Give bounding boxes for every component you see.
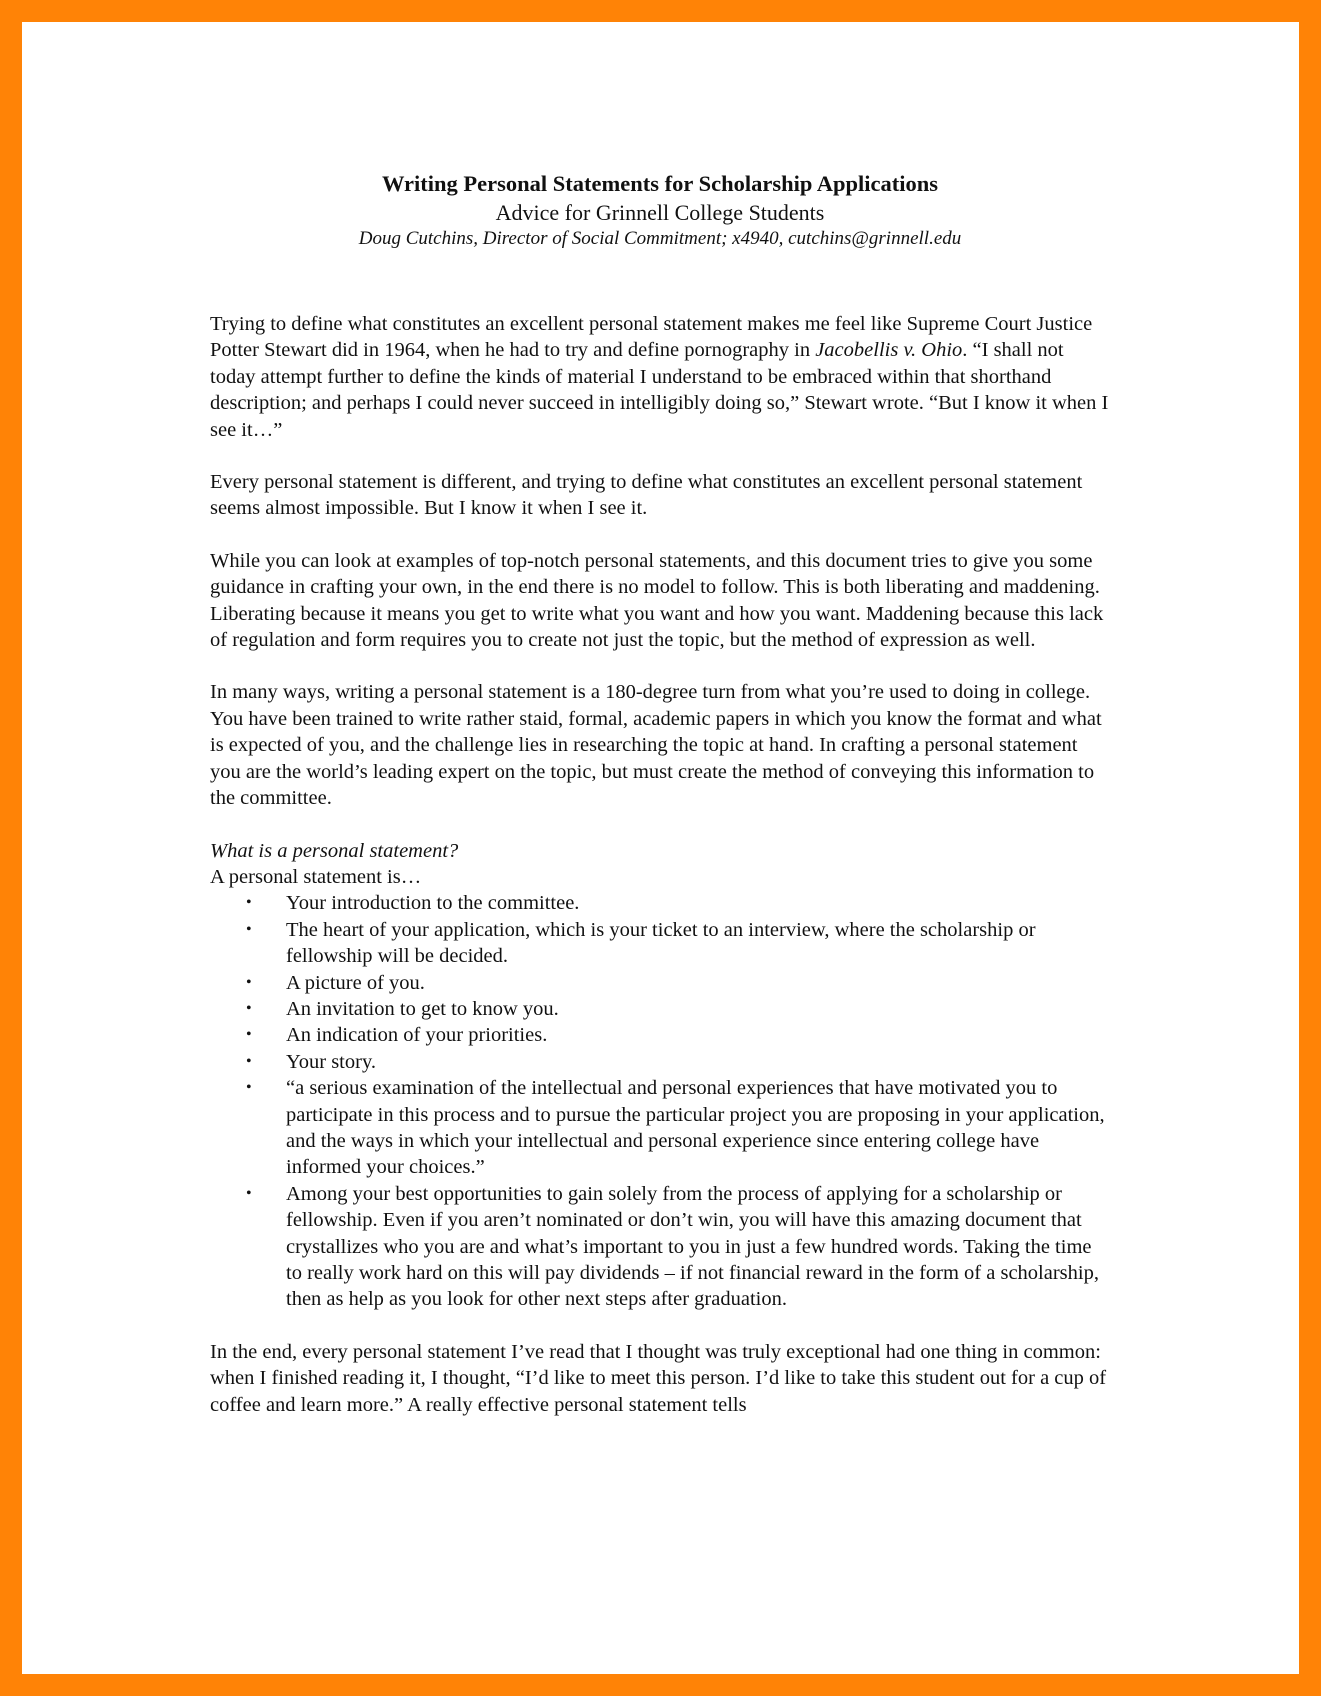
list-item-text: Your story.	[286, 1050, 376, 1073]
bullet-icon: •	[246, 1184, 252, 1202]
paragraph-intro-text-b: . “I shall not today attempt further to define the kinds of material I understand to be embraced within that shorthand description; and perhaps I could never succeed in intelligibly doing so,” Stewart wrote. “But I know it when I see it…”	[210, 339, 1109, 441]
list-item	[210, 1181, 1110, 1313]
paragraph-conclusion: In the end, every personal statement I’ve read that I thought was truly exceptional had one thing in common: when I finished reading it, I thought, “I’d like to meet this person. I’d like to take this student out for a cup of coffee and learn more.” A really effective personal statement tells	[210, 1340, 1107, 1416]
section-heading: What is a personal statement?	[210, 839, 459, 862]
document-title: Writing Personal Statements for Scholarship Applications	[381, 171, 939, 196]
list-item-text: “a serious examination of the intellectual and personal experiences that have motivated you to participate in this process and to pursue the particular project you are proposing in your application, and the ways in which your intellectual and personal experience since entering college have informed your choices.”	[286, 1077, 1105, 1179]
document-header	[180, 170, 1140, 251]
list-item-text: A picture of you.	[286, 971, 425, 994]
list-item-text: Among your best opportunities to gain solely from the process of applying for a scholarship or fellowship. Even if you aren’t nominated or don’t win, you will have this amazing document that crystallizes who you are and what’s important to you in just a few hundred words. Taking the time to really work hard on this will pay dividends – if not financial reward in the form of a scholarship, then as help as you look for other next steps after graduation.	[286, 1182, 1099, 1311]
case-name: Jacobellis v. Ohio	[815, 339, 963, 362]
document-subtitle: Advice for Grinnell College Students	[495, 200, 825, 225]
list-item	[210, 1075, 1110, 1181]
bullet-icon: •	[246, 1026, 252, 1044]
list-item	[210, 996, 1110, 1022]
list-intro: A personal statement is…	[210, 865, 422, 888]
list-item	[210, 917, 1110, 970]
definition-list	[210, 890, 1110, 1313]
bullet-icon: •	[246, 894, 252, 912]
list-item-text: The heart of your application, which is your ticket to an interview, where the scholarship or fellowship will be decided.	[286, 918, 1036, 968]
list-item	[210, 970, 1110, 996]
paragraph-different: Every personal statement is different, and trying to define what constitutes an excellent personal statement seems almost impossible. But I know it when I see it.	[210, 471, 1083, 520]
list-item-text: An indication of your priorities.	[286, 1024, 548, 1047]
list-item	[210, 890, 1110, 916]
paragraph-college-writing: In many ways, writing a personal statement is a 180-degree turn from what you’re used to doing in college. You have been trained to write rather staid, formal, academic papers in which you know the format and what is expected of you, and the challenge lies in researching the topic at hand. In crafting a personal statement you are the world’s leading expert on the topic, but must create the method of conveying this information to the committee.	[210, 681, 1102, 810]
paragraph-intro-text-a: Trying to define what constitutes an excellent personal statement makes me feel like Supreme Court Justice Potter Stewart did in 1964, when he had to try and define pornography in	[210, 313, 1093, 362]
bullet-icon: •	[246, 1079, 252, 1097]
list-item-text: Your introduction to the committee.	[286, 892, 580, 915]
bullet-icon: •	[246, 973, 252, 991]
list-item-text: An invitation to get to know you.	[286, 997, 559, 1020]
bullet-icon: •	[246, 999, 252, 1017]
paragraph-intro	[210, 311, 1110, 443]
list-item	[210, 1049, 1110, 1075]
author-byline: Doug Cutchins, Director of Social Commitment; x4940, cutchins@grinnell.edu	[358, 228, 962, 249]
bullet-icon: •	[246, 920, 252, 938]
bullet-icon: •	[246, 1052, 252, 1070]
document-page	[210, 170, 1110, 1418]
list-item	[210, 1022, 1110, 1048]
paragraph-examples: While you can look at examples of top-notch personal statements, and this document tries to give you some guidance in crafting your own, in the end there is no model to follow. This is both liberating and maddening. Liberating because it means you get to write what you want and how you want. Maddening because this lack of regulation and form requires you to create not just the topic, but the method of expression as well.	[210, 549, 1104, 652]
